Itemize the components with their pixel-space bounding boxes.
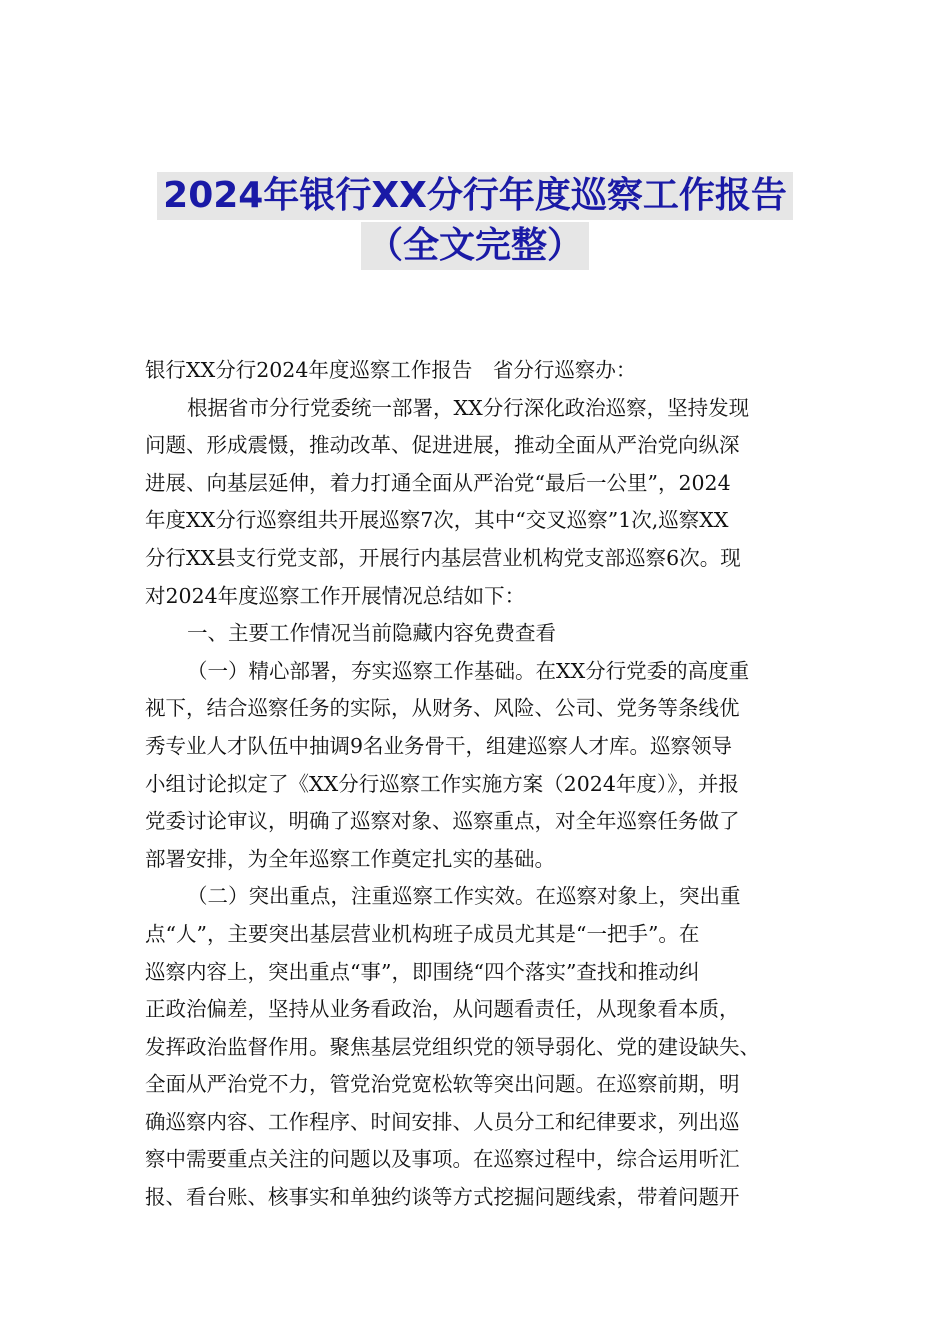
document-body [145,352,805,1217]
body-line: 正政治偏差，坚持从业务看政治，从问题看责任，从现象看本质， [145,997,740,1022]
body-line: 部署安排，为全年巡察工作奠定扎实的基础。 [145,846,555,871]
body-line: 秀专业人才队伍中抽调9名业务骨干，组建巡察人才库。巡察领导 [145,733,733,758]
body-line: 银行XX分行2024年度巡察工作报告 省分行巡察办： [145,358,637,382]
body-line: 一、主要工作情况当前隐藏内容免费查看 [187,621,556,646]
body-line: 全面从严治党不力，管党治党宽松软等突出问题。在巡察前期，明 [145,1072,740,1097]
body-line: 视下，结合巡察任务的实际，从财务、风险、公司、党务等条线优 [145,696,740,721]
body-line: 对2024年度巡察工作开展情况总结如下： [145,583,526,608]
body-line: 根据省市分行党委统一部署，XX分行深化政治巡察，坚持发现 [187,395,750,420]
title-line-1: 2024年银行XX分行年度巡察工作报告 [157,172,793,220]
document-title [0,172,950,270]
body-line: （二）突出重点，注重巡察工作实效。在巡察对象上，突出重 [187,884,741,909]
body-line: 分行XX县支行党支部，开展行内基层营业机构党支部巡察6次。现 [145,545,741,570]
body-line: 问题、形成震慑，推动改革、促进进展，推动全面从严治党向纵深 [145,433,740,458]
body-line: 年度XX分行巡察组共开展巡察7次，其中“交叉巡察”1次,巡察XX [145,508,729,533]
body-line: 察中需要重点关注的问题以及事项。在巡察过程中，综合运用听汇 [145,1147,740,1172]
body-line: 进展、向基层延伸，着力打通全面从严治党“最后一公里”，2024 [145,470,731,495]
body-line: 点“人”，主要突出基层营业机构班子成员尤其是“一把手”。在 [145,921,700,946]
body-line: 发挥政治监督作用。聚焦基层党组织党的领导弱化、党的建设缺失、 [145,1034,760,1059]
body-line: 报、看台账、核事实和单独约谈等方式挖掘问题线索，带着问题开 [145,1185,740,1210]
body-line: 小组讨论拟定了《XX分行巡察工作实施方案（2024年度）》，并报 [145,771,739,796]
body-line: 党委讨论审议，明确了巡察对象、巡察重点，对全年巡察任务做了 [145,809,740,834]
body-line: 确巡察内容、工作程序、时间安排、人员分工和纪律要求，列出巡 [145,1109,740,1134]
title-line-2: （全文完整） [361,222,589,270]
body-line: 巡察内容上，突出重点“事”，即围绕“四个落实”查找和推动纠 [145,959,700,984]
body-line: （一）精心部署，夯实巡察工作基础。在XX分行党委的高度重 [187,658,750,683]
